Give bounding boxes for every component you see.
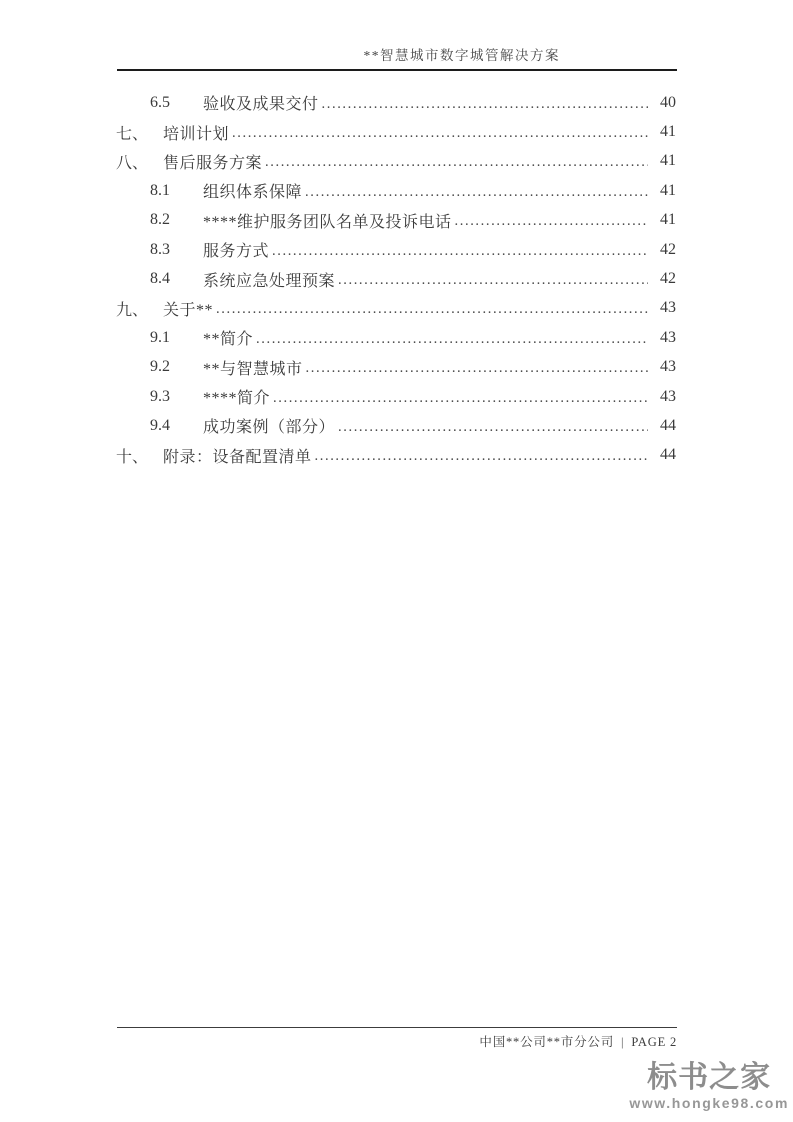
watermark-url: www.hongke98.com [629, 1095, 789, 1111]
toc-entry-page: 43 [660, 328, 676, 346]
toc-entry-page: 41 [660, 211, 676, 229]
toc-entry-title: 系统应急处理预案 [203, 272, 336, 290]
toc-entry-number: 9.4 [150, 416, 170, 434]
toc-entry-number: 八、 [116, 154, 149, 172]
header-title: **智慧城市数字城管解决方案 [363, 48, 560, 63]
toc-dot-leader [265, 154, 648, 171]
toc-entry-title: 组织体系保障 [203, 184, 303, 202]
footer-separator: | [621, 1035, 625, 1049]
toc-entry-title: 验收及成果交付 [203, 96, 319, 114]
toc-entry-page: 44 [660, 446, 676, 464]
table-of-contents [116, 88, 676, 470]
toc-entry-title: 附录：设备配置清单 [163, 448, 312, 466]
toc-dot-leader [315, 448, 648, 465]
page-footer [118, 1032, 677, 1050]
toc-entry-title: **简介 [203, 331, 254, 349]
toc-dot-leader [216, 301, 648, 318]
toc-entry[interactable] [116, 382, 676, 411]
toc-entry-title: 售后服务方案 [163, 154, 263, 172]
toc-entry-page: 42 [660, 240, 676, 258]
toc-dot-leader [232, 125, 648, 142]
toc-entry[interactable] [116, 206, 676, 235]
toc-entry[interactable] [116, 235, 676, 264]
toc-entry-number: 9.1 [150, 328, 170, 346]
toc-entry-title: 培训计划 [163, 125, 230, 143]
toc-dot-leader [273, 390, 648, 407]
watermark-title: 标书之家 [647, 1061, 772, 1094]
toc-entry-number: 8.1 [150, 181, 170, 199]
toc-dot-leader [272, 243, 648, 260]
toc-entry[interactable] [116, 441, 676, 470]
toc-entry-number: 8.2 [150, 211, 170, 229]
toc-entry-number: 9.3 [150, 387, 170, 405]
toc-entry-title: 服务方式 [203, 243, 270, 261]
toc-entry-title: **与智慧城市 [203, 360, 303, 378]
toc-dot-leader [305, 184, 648, 201]
toc-entry[interactable] [116, 264, 676, 293]
toc-entry-number: 七、 [116, 125, 149, 143]
toc-entry-page: 44 [660, 416, 676, 434]
header-rule [117, 69, 677, 71]
toc-entry-number: 9.2 [150, 358, 170, 376]
toc-entry-number: 8.4 [150, 270, 170, 288]
toc-entry-page: 41 [660, 152, 676, 170]
toc-entry[interactable] [116, 117, 676, 146]
footer-company: 中国**公司**市分公司 [479, 1035, 615, 1049]
toc-entry[interactable] [116, 353, 676, 382]
toc-entry[interactable] [116, 411, 676, 440]
toc-entry[interactable] [116, 294, 676, 323]
toc-entry-page: 43 [660, 358, 676, 376]
toc-entry-title: ****简介 [203, 390, 271, 408]
toc-entry-number: 6.5 [150, 93, 170, 111]
toc-entry-page: 41 [660, 181, 676, 199]
toc-dot-leader [306, 360, 648, 377]
toc-entry[interactable] [116, 147, 676, 176]
toc-dot-leader [322, 96, 648, 113]
toc-entry-number: 8.3 [150, 240, 170, 258]
toc-entry-page: 40 [660, 93, 676, 111]
toc-entry-page: 43 [660, 387, 676, 405]
toc-dot-leader [338, 272, 648, 289]
toc-dot-leader [455, 213, 648, 230]
toc-entry-number: 十、 [116, 448, 149, 466]
footer-page-label: PAGE 2 [631, 1035, 677, 1049]
toc-entry-page: 42 [660, 270, 676, 288]
toc-dot-leader [256, 331, 648, 348]
footer-rule [117, 1027, 677, 1028]
toc-entry-page: 41 [660, 123, 676, 141]
toc-entry[interactable] [116, 88, 676, 117]
toc-entry-number: 九、 [116, 301, 149, 319]
toc-entry[interactable] [116, 176, 676, 205]
toc-dot-leader [338, 419, 648, 436]
toc-entry-title: 成功案例（部分） [203, 419, 336, 437]
toc-entry-page: 43 [660, 299, 676, 317]
watermark [629, 1061, 789, 1111]
toc-entry-title: ****维护服务团队名单及投诉电话 [203, 213, 452, 231]
toc-entry-title: 关于** [163, 301, 214, 319]
toc-entry[interactable] [116, 323, 676, 352]
